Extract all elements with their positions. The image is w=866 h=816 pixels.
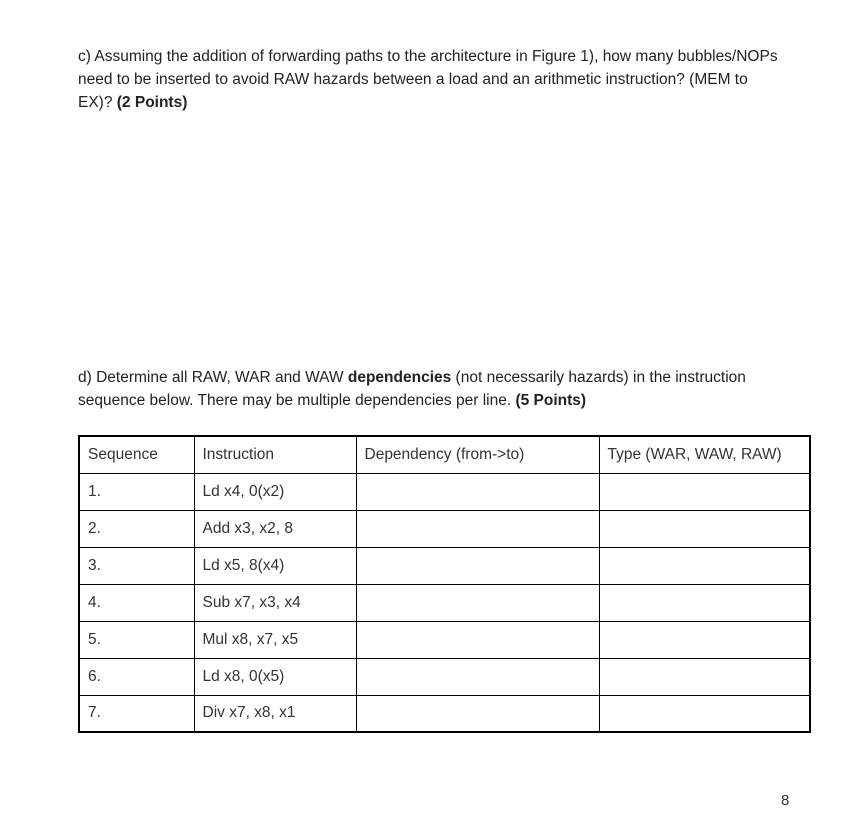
type-answer-cell[interactable] [599, 658, 810, 695]
table-row [79, 695, 810, 732]
dependency-answer-cell[interactable] [356, 510, 599, 547]
question-d [78, 366, 778, 412]
table-row [79, 658, 810, 695]
header-instruction: Instruction [194, 436, 356, 473]
type-answer-cell[interactable] [599, 621, 810, 658]
type-answer-cell[interactable] [599, 547, 810, 584]
instruction-cell: Div x7, x8, x1 [194, 695, 356, 732]
question-c-text: c) Assuming the addition of forwarding paths to the architecture in Figure 1), how many bubbles/NOPs need to be inserted to avoid RAW hazards between a load and an arithmetic instruction? (MEM to EX)? [78, 48, 778, 111]
table-row [79, 621, 810, 658]
dependency-answer-cell[interactable] [356, 584, 599, 621]
question-d-points: (5 Points) [515, 392, 587, 409]
question-d-text-after: (not necessarily hazards) in the instruction sequence below. There may be multiple dependencies per line. [78, 369, 746, 409]
question-c-points: (2 Points) [116, 94, 188, 111]
question-c [78, 45, 778, 114]
sequence-cell: 6. [79, 658, 194, 695]
type-answer-cell[interactable] [599, 695, 810, 732]
sequence-cell: 4. [79, 584, 194, 621]
sequence-cell: 1. [79, 473, 194, 510]
sequence-cell: 3. [79, 547, 194, 584]
table-header-row [79, 436, 810, 473]
sequence-cell: 5. [79, 621, 194, 658]
sequence-cell: 2. [79, 510, 194, 547]
table-row [79, 510, 810, 547]
type-answer-cell[interactable] [599, 584, 810, 621]
dependency-table [78, 435, 811, 733]
dependency-answer-cell[interactable] [356, 473, 599, 510]
header-dependency: Dependency (from->to) [356, 436, 599, 473]
page-number: 8 [781, 792, 790, 809]
table-row [79, 584, 810, 621]
type-answer-cell[interactable] [599, 510, 810, 547]
instruction-cell: Ld x4, 0(x2) [194, 473, 356, 510]
instruction-cell: Ld x5, 8(x4) [194, 547, 356, 584]
dependency-answer-cell[interactable] [356, 547, 599, 584]
instruction-cell: Ld x8, 0(x5) [194, 658, 356, 695]
instruction-cell: Add x3, x2, 8 [194, 510, 356, 547]
table-row [79, 473, 810, 510]
question-d-bold-word: dependencies [347, 369, 452, 386]
table-row [79, 547, 810, 584]
type-answer-cell[interactable] [599, 473, 810, 510]
sequence-cell: 7. [79, 695, 194, 732]
instruction-cell: Sub x7, x3, x4 [194, 584, 356, 621]
header-type: Type (WAR, WAW, RAW) [599, 436, 810, 473]
header-sequence: Sequence [79, 436, 194, 473]
instruction-cell: Mul x8, x7, x5 [194, 621, 356, 658]
dependency-answer-cell[interactable] [356, 621, 599, 658]
dependency-answer-cell[interactable] [356, 695, 599, 732]
dependency-answer-cell[interactable] [356, 658, 599, 695]
question-d-text-before: d) Determine all RAW, WAR and WAW [78, 369, 348, 386]
